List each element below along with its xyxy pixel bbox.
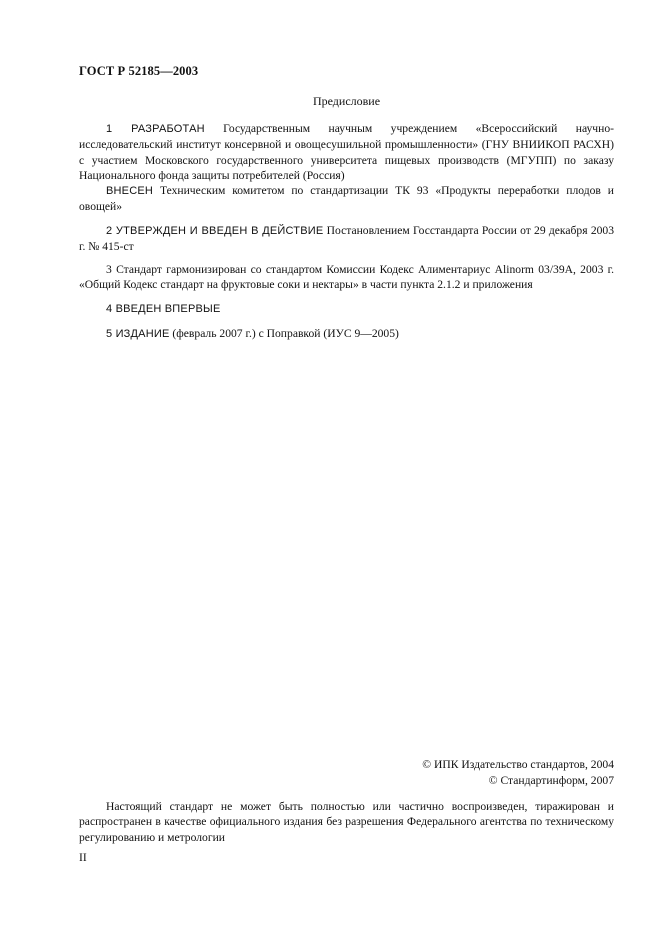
paragraph-text: (февраль 2007 г.) с Поправкой (ИУС 9—2005) (169, 327, 399, 340)
paragraph-label: ВНЕСЕН (106, 185, 154, 197)
paragraph-label: 5 ИЗДАНИЕ (106, 328, 170, 340)
paragraph-introduced-by (79, 183, 614, 215)
copyright-block (422, 757, 614, 789)
paragraph-label: 2 УТВЕРЖДЕН И ВВЕДЕН В ДЕЙСТВИЕ (106, 225, 324, 237)
section-title: Предисловие (312, 94, 381, 108)
copyright-line: © Стандартинформ, 2007 (488, 774, 614, 787)
document-header: ГОСТ Р 52185—2003 (79, 64, 199, 78)
paragraph-developed-by (79, 121, 614, 183)
paragraph-label: 4 ВВЕДЕН ВПЕРВЫЕ (106, 303, 221, 315)
paragraph-text: Техническим комитетом по стандартизации ТК 93 «Продукты переработки плодов и овощей» (79, 184, 614, 214)
paragraph-label: 1 РАЗРАБОТАН (106, 123, 205, 135)
paragraph-harmonized (79, 262, 614, 293)
paragraph-edition (79, 326, 614, 342)
paragraph-approved (79, 223, 614, 255)
page-number: II (79, 851, 87, 864)
paragraph-text: Государственным научным учреждением «Всероссийский научно-исследовательский институт консервной и овощесушильной промышленности» (ГНУ ВНИИКОП РАСХН) с участием Московского государственного университета пищевых производств (МГУПП) по заказу Национального фонда защиты потребителей (Россия) (79, 122, 614, 182)
paragraph-first-introduced (79, 301, 614, 317)
paragraph-text: Постановлением Госстандарта России от 29 декабря 2003 г. № 415-ст (79, 224, 615, 254)
copyright-line: © ИПК Издательство стандартов, 2004 (422, 758, 614, 771)
paragraph-text: 3 Стандарт гармонизирован со стандартом Комиссии Кодекс Алиментариус Alinorm 03/39A, 2003 г. «Общий Кодекс стандарт на фруктовые соки и нектары» в части пункта 2.1.2 и приложения (79, 263, 614, 292)
legal-notice: Настоящий стандарт не может быть полностью или частично воспроизведен, тиражирован и распространен в качестве официального издания без разрешения Федерального агентства по техническому регулированию и метрологии (79, 800, 614, 844)
